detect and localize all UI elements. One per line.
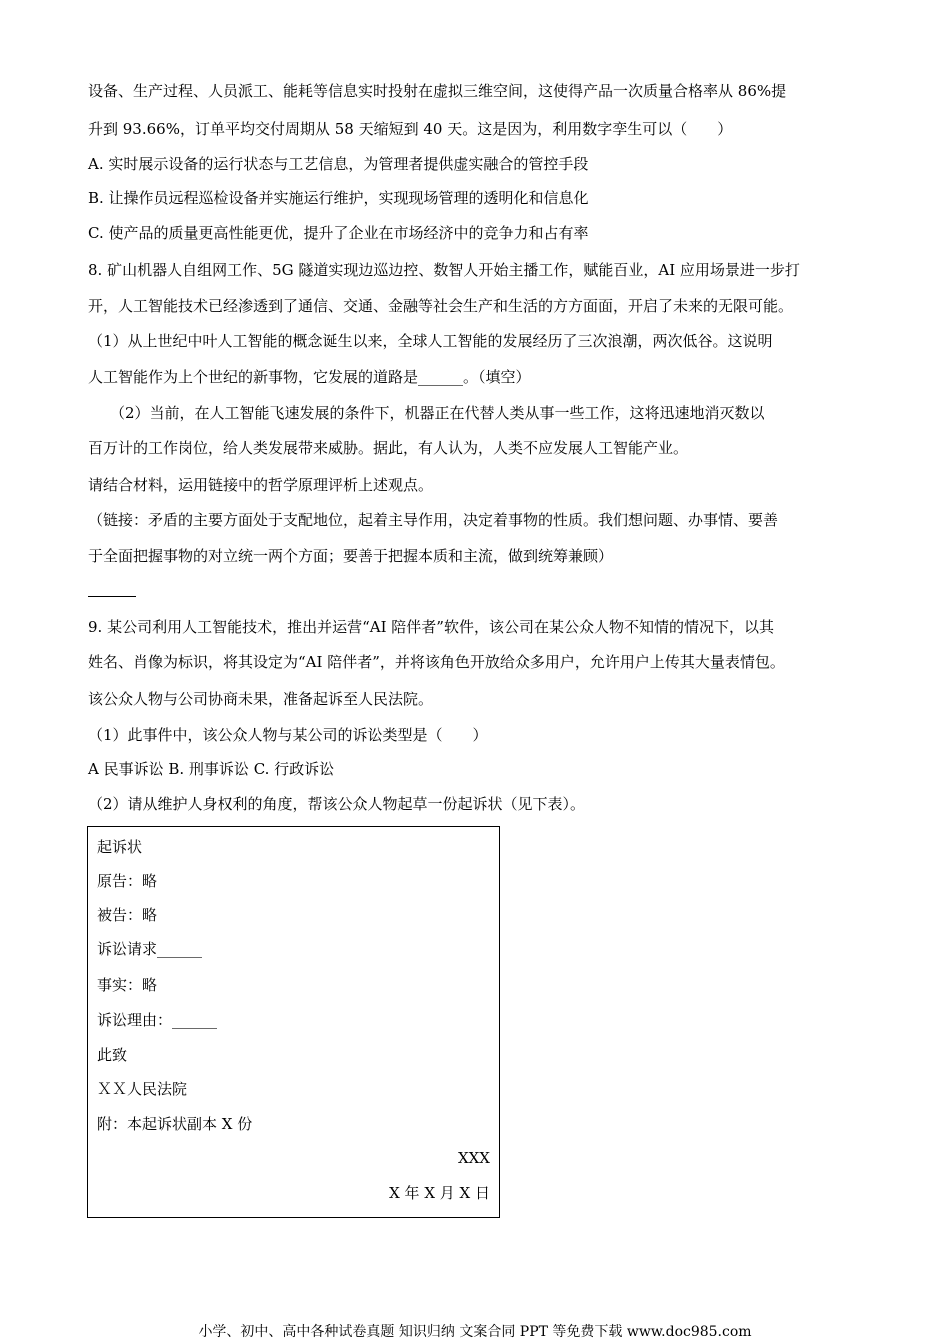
q8-part1-line-2: 人工智能作为上个世纪的新事物，它发展的道路是______。（填空） — [88, 368, 531, 386]
q8-part1-line-1: （1）从上世纪中叶人工智能的概念诞生以来，全球人工智能的发展经历了三次浪潮，两次低谷。这说明 — [88, 332, 773, 350]
q8-link-line-1: （链接：矛盾的主要方面处于支配地位，起着主导作用，决定着事物的性质。我们想问题、办事情、要善 — [88, 511, 779, 529]
complaint-salutation: 此致 — [97, 1046, 128, 1064]
q8-link-line-2: 于全面把握事物的对立统一两个方面；要善于把握本质和主流，做到统筹兼顾） — [88, 547, 614, 565]
answer-blank-line — [88, 596, 136, 597]
q8-stem-line-1: 8. 矿山机器人自组网工作、5G 隧道实现边巡边控、数智人开始主播工作，赋能百业，AI 应用场景进一步打 — [88, 261, 800, 279]
q8-part2-line-2: 百万计的工作岗位，给人类发展带来威胁。据此，有人认为，人类不应发展人工智能产业。 — [88, 439, 689, 457]
q9-part1-options: A 民事诉讼 B. 刑事诉讼 C. 行政诉讼 — [88, 760, 335, 778]
q9-stem-line-3: 该公众人物与公司协商未果，准备起诉至人民法院。 — [88, 690, 434, 708]
complaint-plaintiff: 原告：略 — [97, 872, 158, 890]
q7-option-b: B. 让操作员远程巡检设备并实施运行维护，实现现场管理的透明化和信息化 — [88, 189, 589, 207]
complaint-form-box — [87, 826, 500, 1218]
complaint-title: 起诉状 — [97, 838, 143, 856]
q8-part2-line-3: 请结合材料，运用链接中的哲学原理评析上述观点。 — [88, 476, 434, 494]
complaint-reason: 诉讼理由：______ — [97, 1011, 218, 1029]
complaint-date: X 年 X 月 X 日 — [389, 1184, 490, 1202]
complaint-request: 诉讼请求______ — [97, 940, 203, 958]
q7-stem-line-1: 设备、生产过程、人员派工、能耗等信息实时投射在虚拟三维空间，这使得产品一次质量合格率从 86%提 — [88, 82, 787, 100]
q9-stem-line-2: 姓名、肖像为标识，将其设定为“AI 陪伴者”，并将该角色开放给众多用户，允许用户上传其大量表情包。 — [88, 653, 785, 671]
complaint-signature: XXX — [457, 1149, 490, 1167]
q7-option-c: C. 使产品的质量更高性能更优，提升了企业在市场经济中的竞争力和占有率 — [88, 224, 589, 242]
q8-stem-line-2: 开，人工智能技术已经渗透到了通信、交通、金融等社会生产和生活的方方面面，开启了未来的无限可能。 — [88, 297, 794, 315]
complaint-defendant: 被告：略 — [97, 906, 158, 924]
q7-option-a: A. 实时展示设备的运行状态与工艺信息，为管理者提供虚实融合的管控手段 — [88, 155, 589, 173]
q8-part2-line-1: （2）当前，在人工智能飞速发展的条件下，机器正在代替人类从事一些工作，这将迅速地消灭数以 — [110, 404, 765, 422]
q9-stem-line-1: 9. 某公司利用人工智能技术，推出并运营“AI 陪伴者”软件，该公司在某公众人物不知情的情况下，以其 — [88, 618, 774, 636]
page-footer: 小学、初中、高中各种试卷真题 知识归纳 文案合同 PPT 等免费下载 www.doc985.com — [198, 1324, 752, 1340]
complaint-court: ＸＸ人民法院 — [97, 1080, 188, 1098]
q9-part1: （1）此事件中，该公众人物与某公司的诉讼类型是（ ） — [88, 726, 488, 744]
q9-part2: （2）请从维护人身权利的角度，帮该公众人物起草一份起诉状（见下表）。 — [88, 795, 586, 813]
q7-stem-line-2: 升到 93.66%，订单平均交付周期从 58 天缩短到 40 天。这是因为，利用数字孪生可以（ ） — [88, 120, 733, 138]
complaint-attachment: 附：本起诉状副本 X 份 — [97, 1115, 253, 1133]
complaint-facts: 事实：略 — [97, 976, 158, 994]
